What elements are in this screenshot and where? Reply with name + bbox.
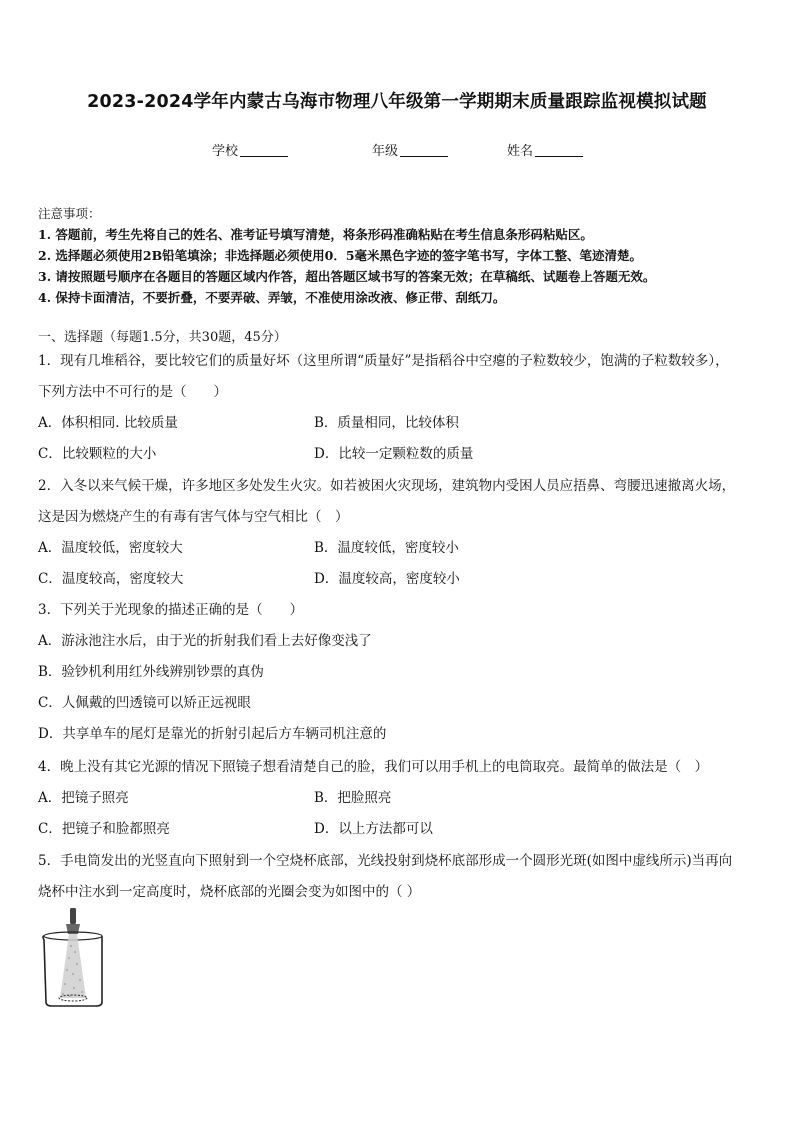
question-stem: 烧杯中注水到一定高度时，烧杯底部的光圈会变为如图中的（ ） xyxy=(38,884,421,900)
option-d: D．比较一定颗粒数的质量 xyxy=(314,446,474,462)
question-4 xyxy=(38,752,762,845)
option-c: C．人佩戴的凹透镜可以矫正远视眼 xyxy=(38,695,251,711)
option-row xyxy=(38,439,762,470)
option-c: C．温度较高，密度较大 xyxy=(38,571,184,587)
section-heading: 一、选择题（每题1.5分，共30题，45分） xyxy=(38,330,287,345)
option-a: A．把镜子照亮 xyxy=(38,790,129,806)
question-stem: 4．晚上没有其它光源的情况下照镜子想看清楚自己的脸，我们可以用手机上的电筒取亮。最简单的做法是（ ） xyxy=(38,759,709,775)
question-stem: 3．下列关于光现象的描述正确的是（ ） xyxy=(38,602,304,618)
school-blank xyxy=(240,142,288,157)
option-row xyxy=(38,533,762,564)
student-info-row xyxy=(0,140,794,162)
notes-item: 4. 保持卡面清洁，不要折叠，不要弄破、弄皱，不准使用涂改液、修正带、刮纸刀。 xyxy=(38,290,506,305)
option-row xyxy=(38,564,762,595)
page-title: 2023-2024学年内蒙古乌海市物理八年级第一学期期末质量跟踪监视模拟试题 xyxy=(87,92,707,112)
light-beam xyxy=(60,934,86,998)
option-d: D．以上方法都可以 xyxy=(314,821,433,837)
option-d: D．共享单车的尾灯是靠光的折射引起后方车辆司机注意的 xyxy=(38,726,387,742)
name-field xyxy=(507,140,583,159)
notes-item: 3. 请按照题号顺序在各题目的答题区域内作答，超出答题区域书写的答案无效；在草稿纸、试题卷上答题无效。 xyxy=(38,269,656,284)
question-stem: 1．现有几堆稻谷，要比较它们的质量好坏（这里所谓“质量好”是指稻谷中空瘪的子粒数较少，饱满的子粒数较多）， xyxy=(38,353,729,369)
flashlight-handle xyxy=(70,908,76,924)
question-5 xyxy=(38,846,762,908)
school-field xyxy=(212,140,288,159)
question-3 xyxy=(38,595,762,750)
option-c: C．把镜子和脸都照亮 xyxy=(38,821,170,837)
option-row xyxy=(38,814,762,845)
option-c: C．比较颗粒的大小 xyxy=(38,446,157,462)
notes-item: 1. 答题前，考生先将自己的姓名、准考证号填写清楚，将条形码准确粘贴在考生信息条形码粘贴区。 xyxy=(38,227,593,242)
option-row xyxy=(38,783,762,814)
option-b: B．质量相同，比较体积 xyxy=(314,415,459,431)
question-stem: 下列方法中不可行的是（ ） xyxy=(38,384,227,400)
notes-heading: 注意事项： xyxy=(38,206,101,221)
question-stem: 2．入冬以来气候干燥，许多地区多处发生火灾。如若被困火灾现场，建筑物内受困人员应捂鼻、弯腰迅速撤离火场， xyxy=(38,478,736,494)
question-2 xyxy=(38,471,762,595)
notes-item: 2. 选择题必须使用2B铅笔填涂；非选择题必须使用0．5毫米黑色字迹的签字笔书写，字体工整、笔迹清楚。 xyxy=(38,248,643,263)
option-b: B．把脸照亮 xyxy=(314,790,392,806)
question-stem: 这是因为燃烧产生的有毒有害气体与空气相比（ ） xyxy=(38,509,349,525)
grade-label: 年级 xyxy=(372,144,399,159)
flashlight-beaker-figure-icon xyxy=(40,906,106,1010)
option-b: B．温度较低，密度较小 xyxy=(314,540,459,556)
school-label: 学校 xyxy=(212,144,239,159)
option-d: D．温度较高，密度较小 xyxy=(314,571,460,587)
grade-blank xyxy=(400,142,448,157)
notes-block xyxy=(38,203,758,308)
option-a: A．温度较低，密度较大 xyxy=(38,540,183,556)
option-row xyxy=(38,408,762,439)
grade-field xyxy=(372,140,448,159)
option-a: A．体积相同. 比较质量 xyxy=(38,415,178,431)
name-blank xyxy=(535,142,583,157)
question-stem: 5．手电筒发出的光竖直向下照射到一个空烧杯底部，光线投射到烧杯底部形成一个圆形光斑(如图中虚线所示)当再向 xyxy=(38,853,733,869)
name-label: 姓名 xyxy=(507,144,534,159)
option-a: A．游泳池注水后，由于光的折射我们看上去好像变浅了 xyxy=(38,633,372,649)
question-1 xyxy=(38,346,762,470)
option-b: B．验钞机利用红外线辨别钞票的真伪 xyxy=(38,664,264,680)
